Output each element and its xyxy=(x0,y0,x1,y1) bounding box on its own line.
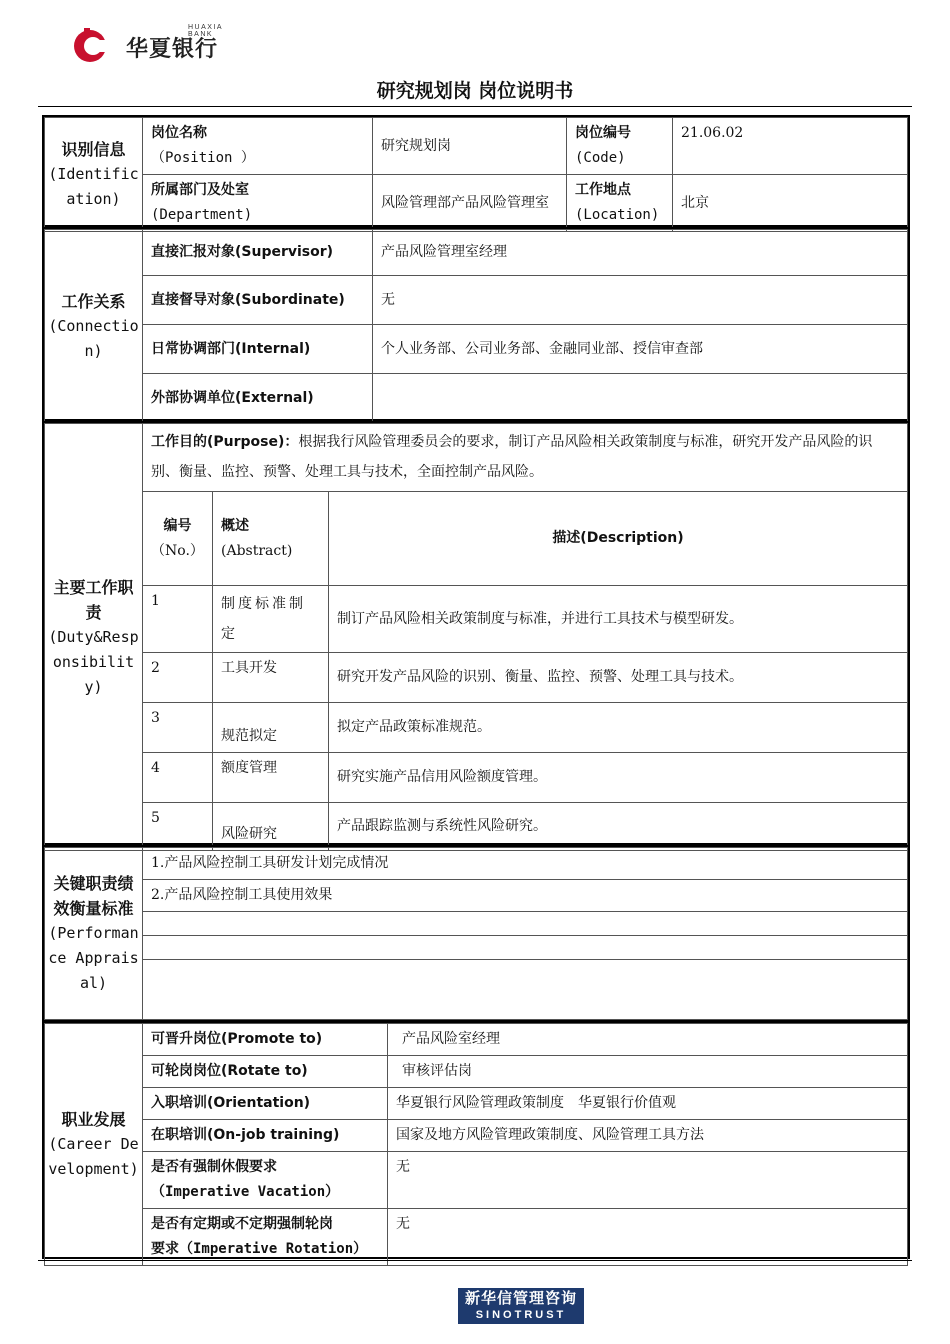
col-no-header: 编号 （No.） xyxy=(143,492,213,586)
bank-name-en: HUAXIA BANK xyxy=(188,24,223,38)
bank-name-cn: 华夏银行 xyxy=(126,37,219,62)
supervisor-value: 产品风险管理室经理 xyxy=(373,230,908,276)
sinotrust-logo: 新华信管理咨询 SINOTRUST xyxy=(458,1288,584,1324)
orientation-value: 华夏银行风险管理政策制度 华夏银行价值观 xyxy=(388,1088,908,1120)
internal-value: 个人业务部、公司业务部、金融同业部、授信审查部 xyxy=(373,325,908,374)
location-value: 北京 xyxy=(673,175,908,232)
performance-side-label: 关键职责绩效衡量标准 (Performance Appraisal) xyxy=(45,848,143,1020)
performance-item: 1.产品风险控制工具研发计划完成情况 xyxy=(143,848,908,880)
bottom-rule xyxy=(38,1260,912,1261)
duty-row: 3 规范拟定 拟定产品政策标准规范。 xyxy=(45,703,908,753)
subordinate-label: 直接督导对象(Subordinate) xyxy=(143,276,373,325)
vacation-label: 是否有强制休假要求 （Imperative Vacation） xyxy=(143,1152,388,1209)
duty-row: 5 风险研究 产品跟踪监测与系统性风险研究。 xyxy=(45,803,908,851)
position-label: 岗位名称 （Position ） xyxy=(143,118,373,175)
external-value xyxy=(373,374,908,424)
col-abstract-header: 概述 (Abstract) xyxy=(213,492,329,586)
title-divider xyxy=(38,106,912,107)
code-value: 21.06.02 xyxy=(673,118,908,175)
career-section xyxy=(42,1021,910,1259)
huaxia-logo-icon xyxy=(70,26,114,66)
performance-section xyxy=(42,845,910,1021)
bank-logo xyxy=(70,22,240,66)
external-label: 外部协调单位(External) xyxy=(143,374,373,424)
onjob-value: 国家及地方风险管理政策制度、风险管理工具方法 xyxy=(388,1120,908,1152)
department-value: 风险管理部产品风险管理室 xyxy=(373,175,567,232)
rotation-label: 是否有定期或不定期强制轮岗 要求（Imperative Rotation） xyxy=(143,1209,388,1266)
duty-row: 2 工具开发 研究开发产品风险的识别、衡量、监控、预警、处理工具与技术。 xyxy=(45,653,908,703)
performance-item xyxy=(143,936,908,960)
orientation-label: 入职培训(Orientation) xyxy=(143,1088,388,1120)
department-label: 所属部门及处室 (Department) xyxy=(143,175,373,232)
position-value: 研究规划岗 xyxy=(373,118,567,175)
promote-value: 产品风险室经理 xyxy=(388,1024,908,1056)
location-label: 工作地点 (Location) xyxy=(567,175,673,232)
identification-side-label: 识别信息 (Identification) xyxy=(45,118,143,232)
identification-section xyxy=(42,115,910,227)
promote-label: 可晋升岗位(Promote to) xyxy=(143,1024,388,1056)
connection-section xyxy=(42,227,910,421)
duty-row: 4 额度管理 研究实施产品信用风险额度管理。 xyxy=(45,753,908,803)
duty-section xyxy=(42,421,910,845)
career-side-label: 职业发展 (Career Development) xyxy=(45,1024,143,1266)
page-title: 研究规划岗 岗位说明书 xyxy=(376,80,574,102)
purpose-text: 工作目的(Purpose)：根据我行风险管理委员会的要求，制订产品风险相关政策制度与标准，研究开发产品风险的识别、衡量、监控、预警、处理工具与技术，全面控制产品风险。 xyxy=(143,424,908,492)
duty-row: 1 制度标准制定 制订产品风险相关政策制度与标准，并进行工具技术与模型研发。 xyxy=(45,586,908,653)
connection-side-label: 工作关系 (Connection) xyxy=(45,230,143,424)
supervisor-label: 直接汇报对象(Supervisor) xyxy=(143,230,373,276)
rotation-value: 无 xyxy=(388,1209,908,1266)
duty-side-label: 主要工作职责 (Duty&Responsibility) xyxy=(45,424,143,851)
performance-item xyxy=(143,912,908,936)
performance-item: 2.产品风险控制工具使用效果 xyxy=(143,880,908,912)
rotate-label: 可轮岗岗位(Rotate to) xyxy=(143,1056,388,1088)
vacation-value: 无 xyxy=(388,1152,908,1209)
performance-item xyxy=(143,960,908,1020)
col-desc-header: 描述(Description) xyxy=(329,492,908,586)
code-label: 岗位编号 (Code) xyxy=(567,118,673,175)
rotate-value: 审核评估岗 xyxy=(388,1056,908,1088)
onjob-label: 在职培训(On-job training) xyxy=(143,1120,388,1152)
internal-label: 日常协调部门(Internal) xyxy=(143,325,373,374)
subordinate-value: 无 xyxy=(373,276,908,325)
